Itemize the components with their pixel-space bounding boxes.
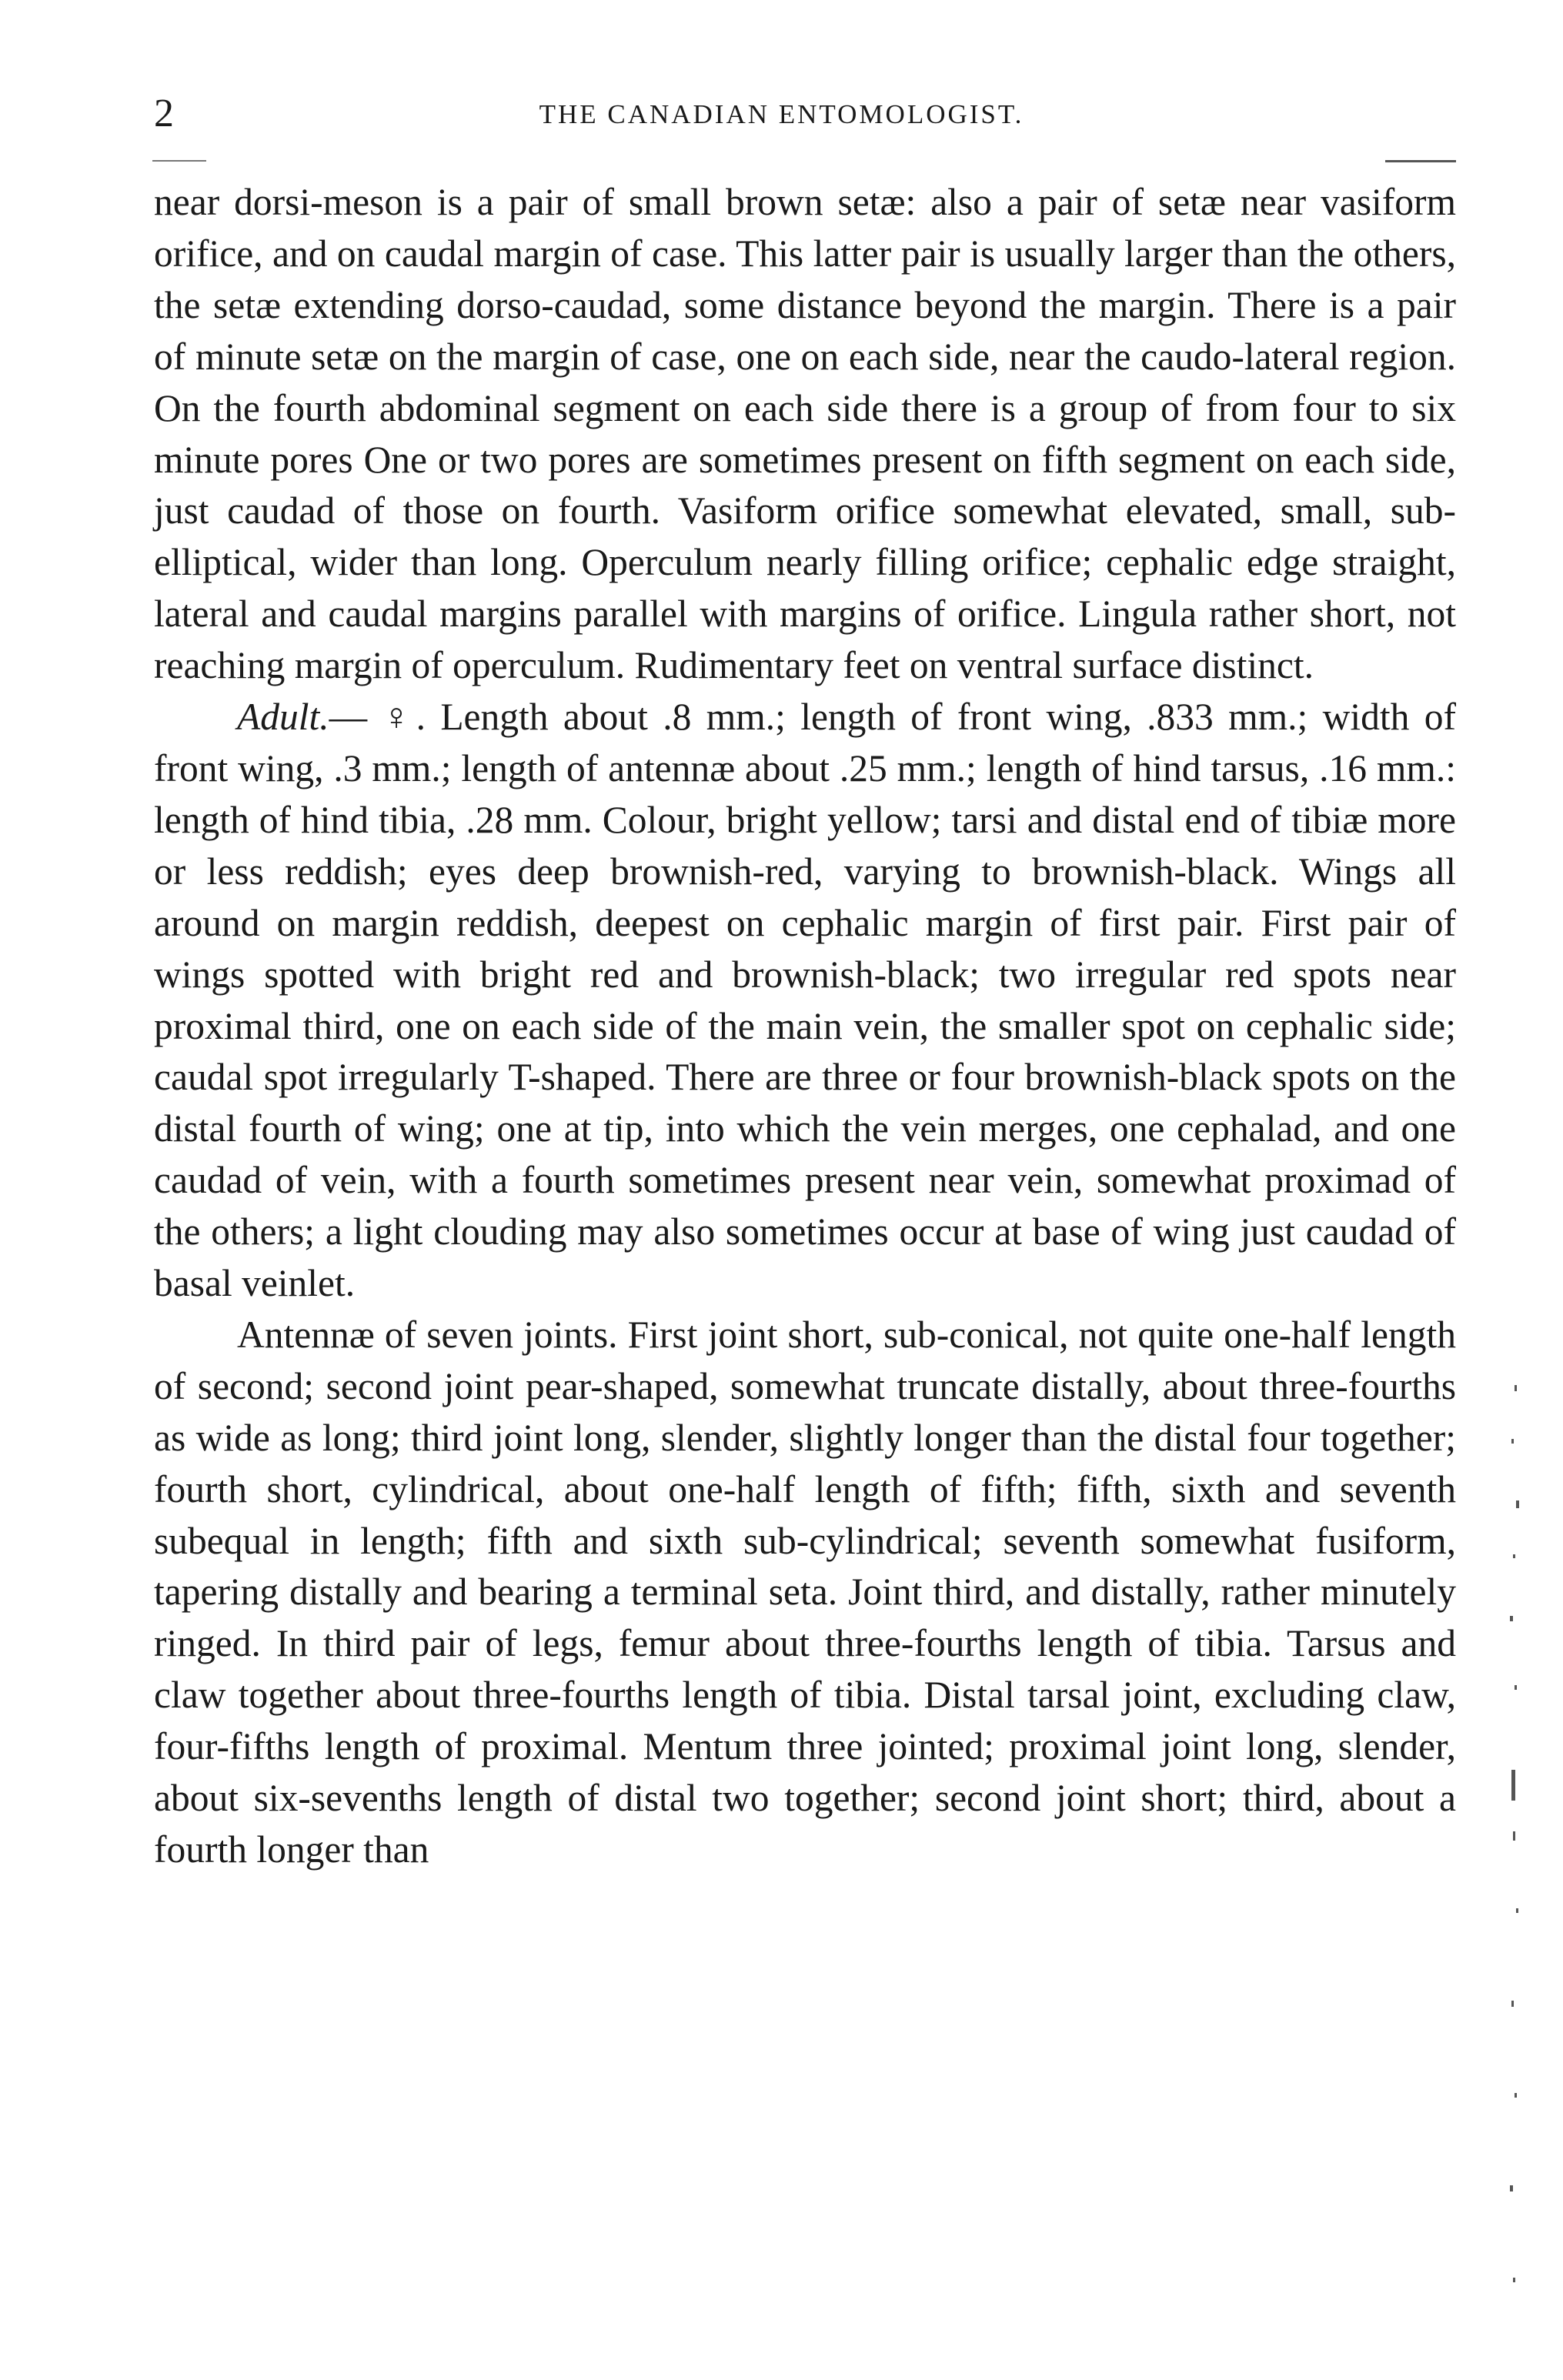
header-rule-left [152, 160, 206, 162]
adult-label: Adult. [237, 696, 329, 739]
paragraph-adult [154, 692, 1456, 1310]
paragraph-pupa-case: near dorsi-meson is a pair of small brown setæ: also a pair of setæ near vasiform orifice, and on caudal margin of case. This latter pair is usually larger than the others, the setæ extending dorso-caudad, some distance beyond the margin. There is a pair of minute setæ on the margin of case, one on each side, near the caudo-lateral region. On the fourth abdominal segment on each side there is a group of from four to six minute pores One or two pores are sometimes present on fifth segment on each side, just caudad of those on fourth. Vasiform orifice somewhat elevated, small, sub-elliptical, wider than long. Operculum nearly filling orifice; cephalic edge straight, lateral and caudal margins parallel with margins of orifice. Lingula rather short, not reaching margin of operculum. Rudimentary feet on ventral surface distinct. [154, 181, 1456, 687]
paragraph-antennae: Antennæ of seven joints. First joint short, sub-conical, not quite one-half length of second; second joint pear-shaped, somewhat truncate distally, about three-fourths as wide as long; third joint long, slender, slightly longer than the distal four together; fourth short, cylindrical, about one-half length of fifth; fifth, sixth and seventh subequal in length; fifth and sixth sub-cylindrical; seventh somewhat fusiform, tapering distally and bearing a terminal seta. Joint third, and distally, rather minutely ringed. In third pair of legs, femur about three-fourths length of tibia. Tarsus and claw together about three-fourths length of tibia. Distal tarsal joint, excluding claw, four-fifths length of proximal. Mentum three jointed; proximal joint long, slender, about six-sevenths length of distal two together; second joint short; third, about a fourth longer than [154, 1313, 1456, 1871]
body-text [154, 177, 1456, 1876]
page-number: 2 [154, 92, 174, 135]
margin-specks [1501, 1370, 1531, 2332]
adult-description: — ♀. Length about .8 mm.; length of front wing, .833 mm.; width of front wing, .3 mm.; length of antennæ about .25 mm.; length of hind tarsus, .16 mm.: length of hind tibia, .28 mm. Colour, bright yellow; tarsi and distal end of tibiæ more or less reddish; eyes deep brownish-red, varying to brownish-black. Wings all around on margin reddish, deepest on cephalic margin of first pair. First pair of wings spotted with bright red and brownish-black; two irregular red spots near proximal third, one on each side of the main vein, the smaller spot on cephalic side; caudal spot irregularly T-shaped. There are three or four brownish-black spots on the distal fourth of wing; one at tip, into which the vein merges, one cephalad, and one caudad of vein, with a fourth sometimes present near vein, somewhat proximad of the others; a light clouding may also sometimes occur at base of wing just caudad of basal veinlet. [154, 696, 1456, 1305]
header-rule-right [1385, 160, 1456, 162]
running-head: THE CANADIAN ENTOMOLOGIST. [539, 99, 1024, 129]
